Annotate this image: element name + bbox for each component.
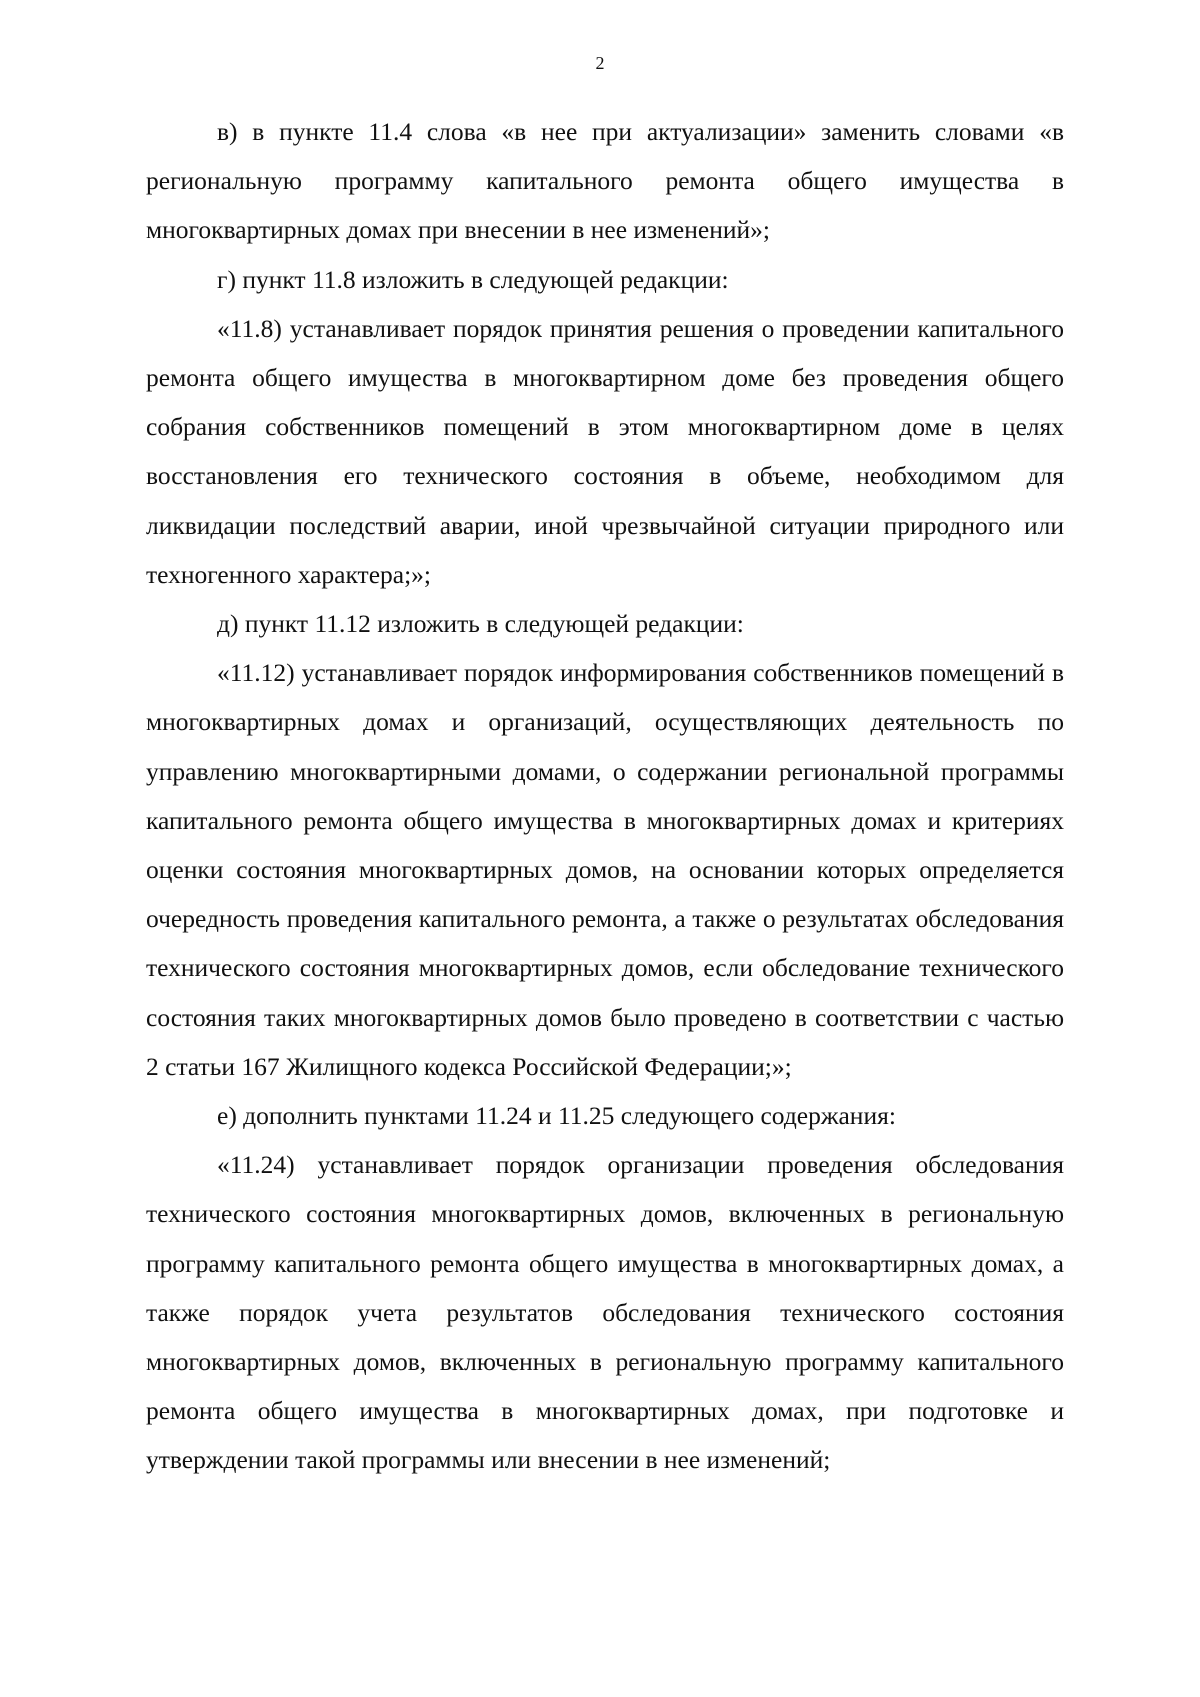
paragraph-quote-11-24: «11.24) устанавливает порядок организации проведения обследования технического состояния многоквартирных домов, включенных в региональную программу капитального ремонта общего имущества в многоквартирных домах, а также порядок учета результатов обследования технического состояния многоквартирных домов, включенных в региональную программу капитального ремонта общего имущества в многоквартирных домах, при подготовке и утверждении такой программы или внесении в нее изменений; [146,1150,1064,1475]
page-number: 2 [595,53,605,73]
document-body [146,107,1064,1485]
paragraph-item-d: д) пункт 11.12 изложить в следующей редакции: [217,609,744,639]
paragraph-item-e: е) дополнить пунктами 11.24 и 11.25 следующего содержания: [217,1101,896,1131]
paragraph-item-g: г) пункт 11.8 изложить в следующей редакции: [217,264,729,294]
paragraph-quote-11-12: «11.12) устанавливает порядок информирования собственников помещений в многоквартирных домах и организаций, осуществляющих деятельность по управлению многоквартирными домами, о содержании региональной программы капитального ремонта общего имущества в многоквартирных домах и критериях оценки состояния многоквартирных домов, на основании которых определяется очередность проведения капитального ремонта, а также о результатах обследования технического состояния многоквартирных домов, если обследование технического состояния таких многоквартирных домов было проведено в соответствии с частью 2 статьи 167 Жилищного кодекса Российской Федерации;»; [146,658,1064,1081]
paragraph-quote-11-8: «11.8) устанавливает порядок принятия решения о проведении капитального ремонта общего имущества в многоквартирном доме без проведения общего собрания собственников помещений в этом многоквартирном доме в целях восстановления его технического состояния в объеме, необходимом для ликвидации последствий аварии, иной чрезвычайной ситуации природного или техногенного характера;»; [146,313,1064,589]
paragraph-item-v: в) в пункте 11.4 слова «в нее при актуализации» заменить словами «в региональную программу капитального ремонта общего имущества в многоквартирных домах при внесении в нее изменений»; [146,117,1064,245]
